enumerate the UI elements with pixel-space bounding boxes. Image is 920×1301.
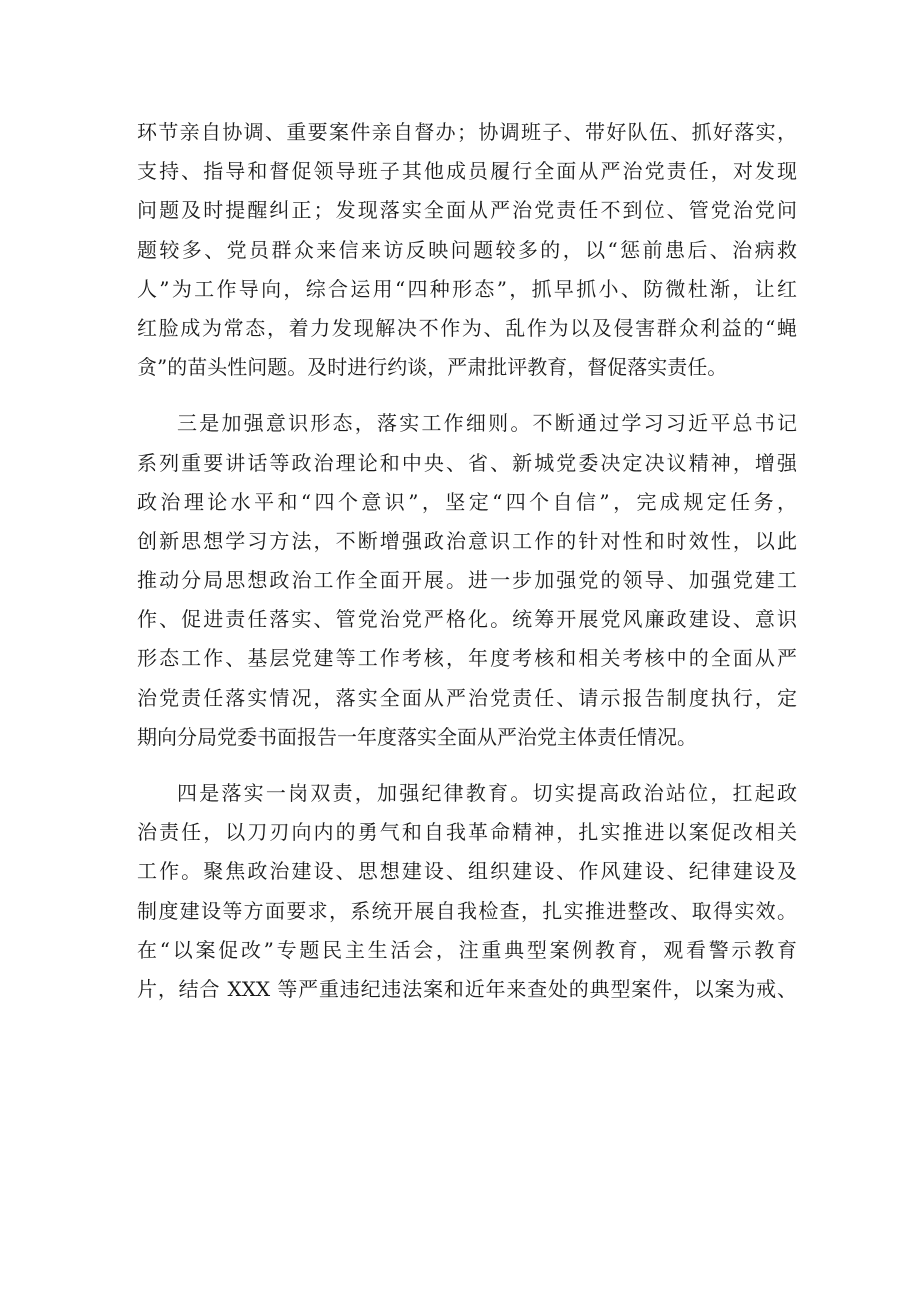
- paragraph-gap: [137, 387, 797, 404]
- text-line: 人”为工作导向，综合运用“四种形态”，抓早抓小、防微杜渐，让红: [137, 276, 797, 301]
- text-line: 环节亲自协调、重要案件亲自督办；协调班子、带好队伍、抓好落实，: [137, 120, 797, 144]
- text-line: 作、促进责任落实、管党治党严格化。统筹开展党风廉政建设、意识: [137, 607, 797, 632]
- paragraph-gap: [137, 757, 797, 774]
- text-line: 创新思想学习方法，不断增强政治意识工作的针对性和时效性，以此: [137, 528, 797, 553]
- text-line: 在“以案促改”专题民主生活会，注重典型案例教育，观看警示教育: [137, 937, 797, 962]
- text-line: 片，结合 XXX 等严重违纪违法案和近年来查处的典型案件，以案为戒、: [137, 976, 797, 1001]
- text-line: 政治理论水平和“四个意识”，坚定“四个自信”，完成规定任务，: [137, 489, 797, 514]
- document-body: [137, 113, 797, 1009]
- text-line: 问题及时提醒纠正；发现落实全面从严治党责任不到位、管党治党问: [137, 198, 797, 223]
- text-line: 期向分局党委书面报告一年度落实全面从严治党主体责任情况。: [137, 724, 697, 749]
- text-line: 支持、指导和督促领导班子其他成员履行全面从严治党责任，对发现: [137, 159, 797, 184]
- text-line: 制度建设等方面要求，系统开展自我检查，扎实推进整改、取得实效。: [137, 898, 797, 923]
- text-line: 三是加强意识形态，落实工作细则。不断通过学习习近平总书记: [177, 411, 797, 436]
- paragraph-2: [137, 404, 797, 757]
- text-line: 红脸成为常态，着力发现解决不作为、乱作为以及侵害群众利益的“蝇: [137, 315, 797, 340]
- text-line: 四是落实一岗双责，加强纪律教育。切实提高政治站位，扛起政: [177, 781, 797, 805]
- text-line: 题较多、党员群众来信来访反映问题较多的，以“惩前患后、治病救: [137, 237, 797, 262]
- text-line: 治责任，以刀刃向内的勇气和自我革命精神，扎实推进以案促改相关: [137, 820, 797, 845]
- paragraph-3: [137, 774, 797, 1009]
- paragraph-1: [137, 113, 797, 387]
- text-line: 系列重要讲话等政治理论和中央、省、新城党委决定决议精神，增强: [137, 450, 797, 475]
- text-line: 贪”的苗头性问题。及时进行约谈，严肃批评教育，督促落实责任。: [137, 355, 728, 380]
- text-line: 治党责任落实情况，落实全面从严治党责任、请示报告制度执行，定: [137, 685, 797, 710]
- text-line: 推动分局思想政治工作全面开展。进一步加强党的领导、加强党建工: [137, 568, 797, 593]
- text-line: 工作。聚焦政治建设、思想建设、组织建设、作风建设、纪律建设及: [137, 859, 797, 884]
- text-line: 形态工作、基层党建等工作考核，年度考核和相关考核中的全面从严: [137, 646, 797, 671]
